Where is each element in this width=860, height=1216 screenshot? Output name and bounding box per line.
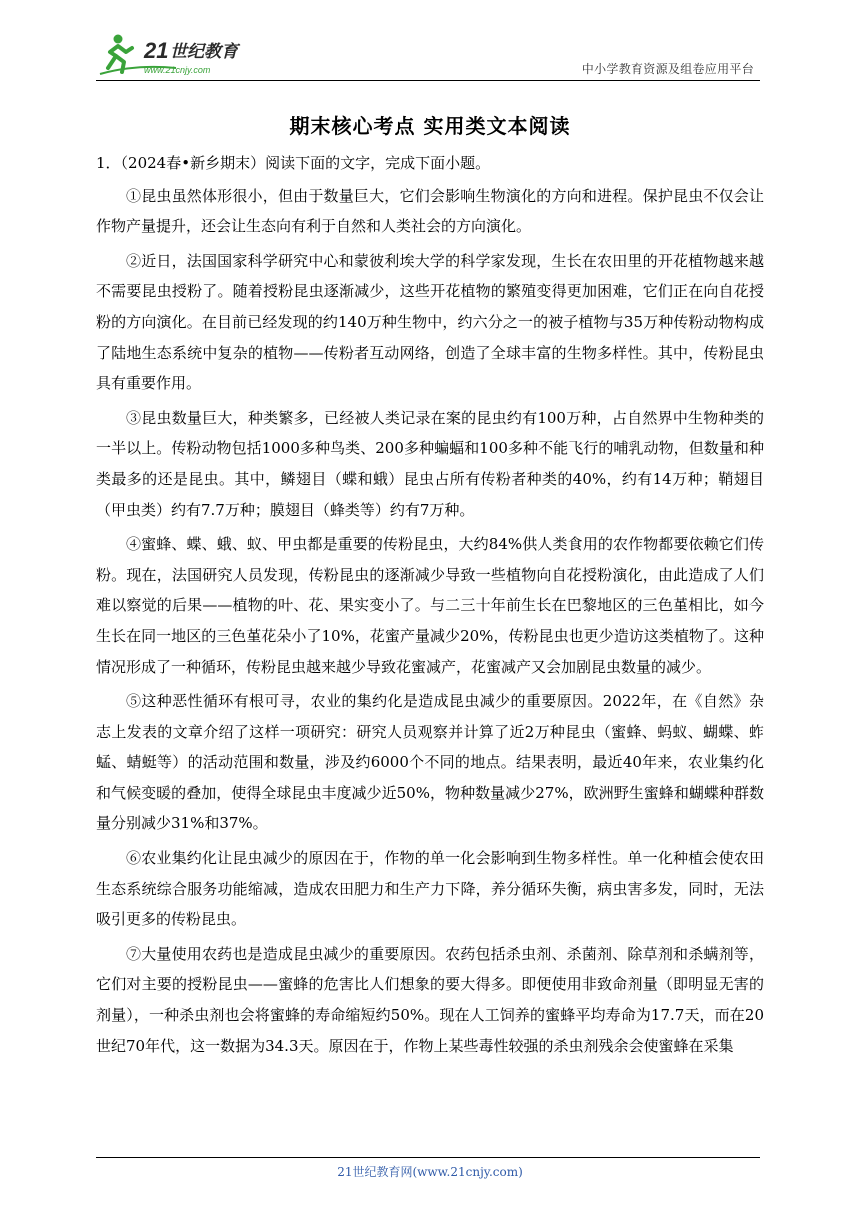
svg-text:世纪教育: 世纪教育: [170, 42, 238, 62]
paragraph-6: ⑥农业集约化让昆虫减少的原因在于，作物的单一化会影响到生物多样性。单一化种植会使农田生态系统综合服务功能缩减，造成农田肥力和生产力下降，养分循环失衡，病虫害多发，同时，无法吸引更多的传粉昆虫。: [96, 849, 764, 929]
question-prompt: 1．（2024春•新乡期末）阅读下面的文字，完成下面小题。: [96, 154, 491, 172]
platform-slogan: 中小学教育资源及组卷应用平台: [581, 62, 754, 76]
svg-text:www.21cnjy.com: www.21cnjy.com: [144, 65, 211, 75]
paragraph-4: ④蜜蜂、蝶、蛾、蚁、甲虫都是重要的传粉昆虫，大约84%供人类食用的农作物都要依赖它们传粉。现在，法国研究人员发现，传粉昆虫的逐渐减少导致一些植物向自花授粉演化，由此造成了人们难以察觉的后果——植物的叶、花、果实变小了。与二三十年前生长在巴黎地区的三色堇相比，如今生长在同一地区的三色堇花朵小了10%，花蜜产量减少20%，传粉昆虫也更少造访这类植物了。这种情况形成了一种循环，传粉昆虫越来越少导致花蜜减产，花蜜减产又会加剧昆虫数量的减少。: [96, 535, 764, 676]
paragraph-7: ⑦大量使用农药也是造成昆虫减少的重要原因。农药包括杀虫剂、杀菌剂、除草剂和杀螨剂等，它们对主要的授粉昆虫——蜜蜂的危害比人们想象的要大得多。即便使用非致命剂量（即明显无害的剂量），一种杀虫剂也会将蜜蜂的寿命缩短约50%。现在人工饲养的蜜蜂平均寿命为17.7天，而在20世纪70年代，这一数据为34.3天。原因在于，作物上某些毒性较强的杀虫剂残余会使蜜蜂在采集: [96, 944, 764, 1055]
article-body: [96, 148, 764, 1065]
paragraph-3: ③昆虫数量巨大，种类繁多，已经被人类记录在案的昆虫约有100万种，占自然界中生物种类的一半以上。传粉动物包括1000多种鸟类、200多种蝙蝠和100多种不能飞行的哺乳动物，但数量和种类最多的还是昆虫。其中，鳞翅目（蝶和蛾）昆虫占所有传粉者种类的40%，约有14万种；鞘翅目（甲虫类）约有7.7万种；膜翅目（蜂类等）约有7万种。: [96, 408, 764, 519]
paragraph-5: ⑤这种恶性循环有根可寻，农业的集约化是造成昆虫减少的重要原因。2022年，在《自然》杂志上发表的文章介绍了这样一项研究：研究人员观察并计算了近2万种昆虫（蜜蜂、蚂蚁、蝴蝶、蚱蜢、蜻蜓等）的活动范围和数量，涉及约6000个不同的地点。结果表明，最近40年来，农业集约化和气候变暖的叠加，使得全球昆虫丰度减少近50%，物种数量减少27%，欧洲野生蜜蜂和蝴蝶种群数量分别减少31%和37%。: [96, 692, 764, 833]
page-title: 期末核心考点 实用类文本阅读: [289, 114, 571, 138]
page-header: [96, 30, 760, 81]
page-footer[interactable]: 21世纪教育网(www.21cnjy.com): [337, 1165, 523, 1179]
footer-divider: [96, 1157, 760, 1158]
paragraph-2: ②近日，法国国家科学研究中心和蒙彼利埃大学的科学家发现，生长在农田里的开花植物越来越不需要昆虫授粉了。随着授粉昆虫逐渐减少，这些开花植物的繁殖变得更加困难，它们正在向自花授粉的方向演化。在目前已经发现的约140万种生物中，约六分之一的被子植物与35万种传粉动物构成了陆地生态系统中复杂的植物——传粉者互动网络，创造了全球丰富的生物多样性。其中，传粉昆虫具有重要作用。: [96, 251, 764, 393]
svg-text:21: 21: [144, 38, 169, 63]
site-logo: [96, 30, 266, 78]
paragraph-1: ①昆虫虽然体形很小，但由于数量巨大，它们会影响生物演化的方向和进程。保护昆虫不仅会让作物产量提升，还会让生态向有利于自然和人类社会的方向演化。: [96, 186, 764, 236]
